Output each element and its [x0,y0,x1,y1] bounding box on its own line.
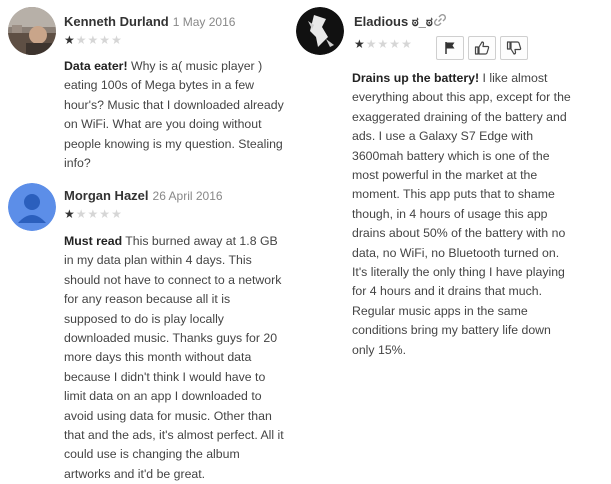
review-date: 1 May 2016 [172,15,236,29]
review-author[interactable]: Morgan Hazel [64,188,149,203]
star-rating [64,208,122,220]
review-author-info [354,14,433,30]
star-rating [354,38,412,50]
thumbs-up-icon [474,40,490,56]
star-rating [64,34,122,46]
star-icon: ★ [87,33,99,47]
review-card-eladious [290,0,611,360]
star-icon: ★ [401,37,412,51]
review-author-info [64,188,223,203]
flag-icon [443,41,457,55]
thumbs-down-button[interactable] [500,36,528,60]
review-author-info [64,14,235,29]
star-icon: ★ [75,33,87,47]
thumbs-down-icon [506,40,522,56]
review-card-kenneth [0,0,300,180]
star-icon: ★ [99,33,111,47]
review-text: This burned away at 1.8 GB in my data plan within 4 days. This should not have to connect to a network for any reason because all it is supposed to do is play locally downloaded music. Thanks guys for 20 more days this month without data because I didn't think I would have to limit data on an app I downloaded to avoid using data for music. Other than that and the ads, it's almost perfect. All it could use is changing the album artworks and it'd be great. [64,234,284,481]
review-body [352,69,572,360]
avatar[interactable] [8,7,56,55]
review-text: I like almost everything about this app, except for the exaggerated draining of the battery and ads. I use a Galaxy S7 Edge with 3600mah battery which is one of the most powerful in the market at the moment. This app puts that to shame though, in 4 hours of usage this app drains about 50% of the battery with no data, no WiFi, no Bluetooth turned on. It's literally the only thing I have playing for 4 hours and it drains that much. Regular music apps in the same conditions bring my battery life down only 15%. [352,71,571,357]
star-icon: ★ [377,37,389,51]
review-card-morgan [0,178,300,481]
star-icon: ★ [75,207,87,221]
review-author[interactable]: Eladious ಠ_ಠ [354,14,433,29]
avatar[interactable] [296,7,344,55]
review-title: Data eater! [64,59,128,73]
link-icon[interactable] [433,13,447,32]
star-icon: ★ [64,33,75,47]
star-icon: ★ [111,207,122,221]
review-date: 26 April 2016 [152,189,223,203]
star-icon: ★ [354,37,365,51]
star-icon: ★ [64,207,75,221]
star-icon: ★ [87,207,99,221]
flag-button[interactable] [436,36,464,60]
review-body [64,232,286,484]
star-icon: ★ [389,37,401,51]
thumbs-up-button[interactable] [468,36,496,60]
review-title: Drains up the battery! [352,71,480,85]
review-text: Why is a( music player ) eating 100s of Mega bytes in a few hour's? Music that I downloaded already on WiFi. What are you doing without people knowing is my question. Stealing info? [64,59,284,171]
review-author[interactable]: Kenneth Durland [64,14,169,29]
avatar[interactable] [8,183,56,231]
review-body [64,57,286,173]
star-icon: ★ [99,207,111,221]
review-actions [436,36,528,60]
star-icon: ★ [365,37,377,51]
star-icon: ★ [111,33,122,47]
review-title: Must read [64,234,123,248]
